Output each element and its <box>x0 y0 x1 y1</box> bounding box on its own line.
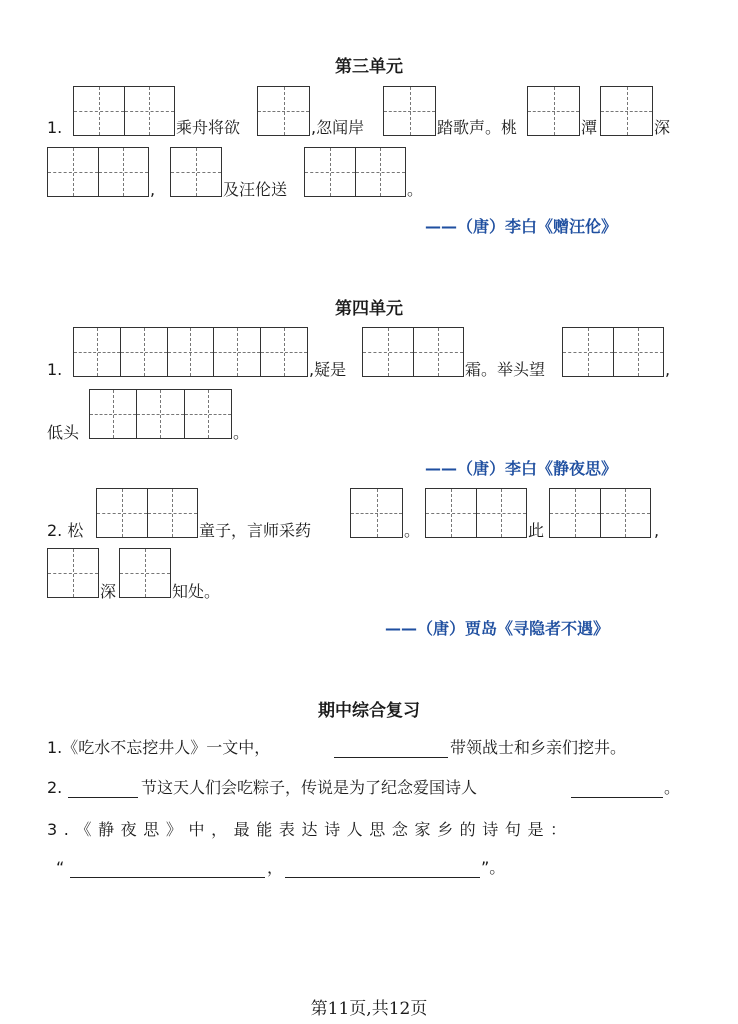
answer-grid-2[interactable] <box>73 86 175 136</box>
unit4-q1-number: 1. <box>47 360 63 379</box>
unit3-heading: 第三单元 <box>335 57 403 77</box>
unit3-q1-number: 1. <box>47 118 63 137</box>
unit4-q1-text-3: , <box>665 360 671 379</box>
review-q2-text-2: 。 <box>664 778 681 797</box>
review-q1-text-1: 1.《吃水不忘挖井人》一文中， <box>47 738 271 757</box>
answer-grid-1[interactable] <box>119 548 171 598</box>
answer-blank[interactable] <box>70 877 265 878</box>
unit3-q1-text-8: 。 <box>407 180 424 199</box>
unit4-q2-text-5: 深 <box>100 582 117 601</box>
unit4-q2-source: ——（唐）贾岛《寻隐者不遇》 <box>385 619 610 638</box>
unit3-q1-source: ——（唐）李白《赠汪伦》 <box>425 217 618 236</box>
unit4-q1-text-4: 低头 <box>47 423 80 442</box>
review-q3-comma: ， <box>267 858 284 877</box>
answer-blank[interactable] <box>334 757 448 758</box>
unit4-q1-text-2: 霜。举头望 <box>465 360 546 379</box>
answer-grid-2[interactable] <box>549 488 651 538</box>
answer-grid-2[interactable] <box>304 147 406 197</box>
answer-grid-1[interactable] <box>47 548 99 598</box>
unit3-q1-text-3: 踏歌声。桃 <box>437 118 518 137</box>
review-q2-number: 2. <box>47 778 63 797</box>
answer-blank[interactable] <box>571 797 663 798</box>
unit3-q1-text-2: ,忽闻岸 <box>311 118 365 137</box>
review-q2-text-1: 节这天人们会吃粽子，传说是为了纪念爱国诗人 <box>141 778 478 797</box>
unit4-q2-text-2: 。 <box>404 521 421 540</box>
unit3-q1-text-7: 及汪伦送 <box>223 180 288 199</box>
unit3-q1-text-6: , <box>150 180 156 199</box>
unit4-q2-text-4: , <box>654 521 660 540</box>
answer-grid-2[interactable] <box>562 327 664 377</box>
review-q1-text-2: 带领战士和乡亲们挖井。 <box>450 738 627 757</box>
answer-grid-5[interactable] <box>73 327 308 377</box>
answer-grid-1[interactable] <box>257 86 310 136</box>
unit3-q1-text-1: 乘舟将欲 <box>176 118 241 137</box>
unit4-q1-text-1: ,疑是 <box>309 360 347 379</box>
answer-blank[interactable] <box>285 877 480 878</box>
page-number: 第11页,共12页 <box>310 999 428 1019</box>
answer-grid-1[interactable] <box>350 488 403 538</box>
answer-blank[interactable] <box>68 797 138 798</box>
review-q3-close-quote: ”。 <box>481 858 506 877</box>
review-q3-text-1: 3.《静夜思》中，最能表达诗人思念家乡的诗句是： <box>47 820 573 839</box>
unit4-heading: 第四单元 <box>335 299 403 319</box>
unit3-q1-text-4: 潭 <box>581 118 598 137</box>
answer-grid-2[interactable] <box>47 147 149 197</box>
unit4-q2-text-1: 童子，言师采药 <box>199 521 312 540</box>
answer-grid-1[interactable] <box>600 86 653 136</box>
answer-grid-2[interactable] <box>425 488 527 538</box>
answer-grid-1[interactable] <box>383 86 436 136</box>
unit3-q1-text-5: 深 <box>654 118 671 137</box>
answer-grid-3[interactable] <box>89 389 232 439</box>
unit4-q2-text-3: 此 <box>528 521 545 540</box>
unit4-q2-number: 2. 松 <box>47 521 84 540</box>
answer-grid-1[interactable] <box>527 86 580 136</box>
review-heading: 期中综合复习 <box>318 701 420 721</box>
answer-grid-1[interactable] <box>170 147 222 197</box>
answer-grid-2[interactable] <box>362 327 464 377</box>
review-q3-open-quote: “ <box>56 858 65 877</box>
unit4-q1-text-5: 。 <box>233 423 250 442</box>
answer-grid-2[interactable] <box>96 488 198 538</box>
unit4-q2-text-6: 知处。 <box>172 582 221 601</box>
unit4-q1-source: ——（唐）李白《静夜思》 <box>425 459 618 478</box>
